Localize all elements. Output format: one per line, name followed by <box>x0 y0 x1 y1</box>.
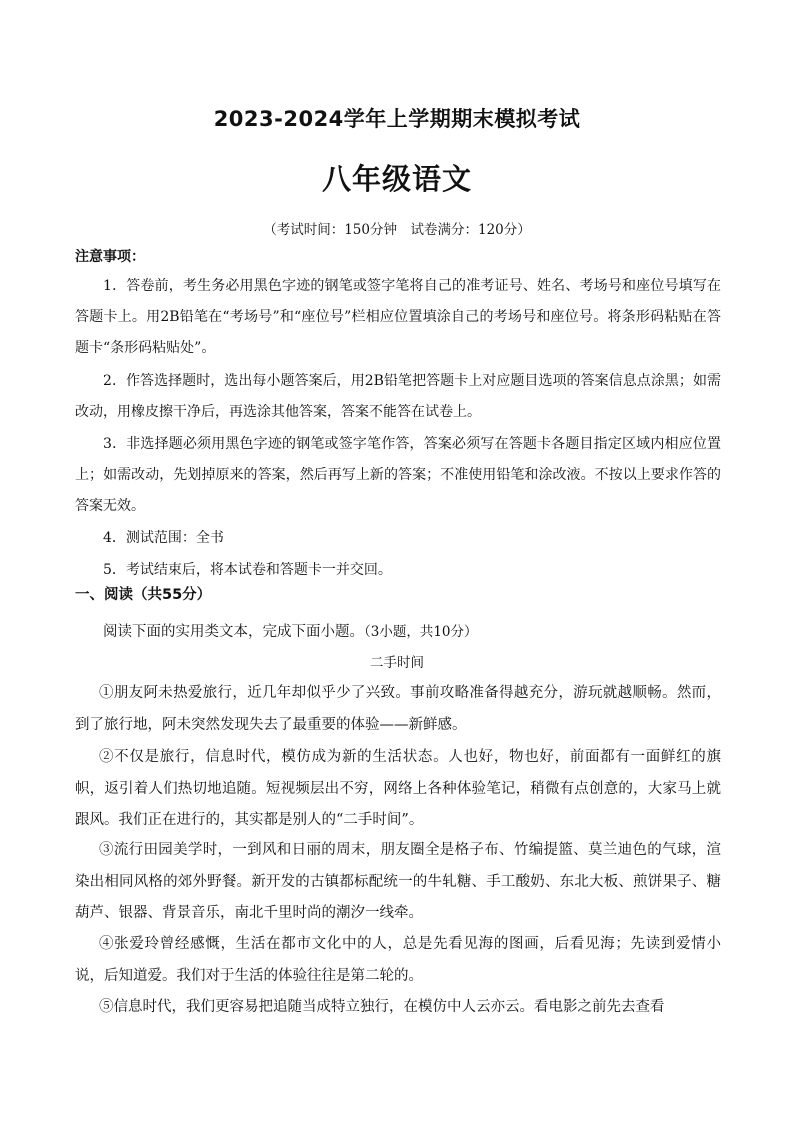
notes-heading: 注意事项： <box>75 249 145 265</box>
note-item: 2．作答选择题时，选出每小题答案后，用2B铅笔把答题卡上对应题目选项的答案信息点涂黑；如需改动，用橡皮擦干净后，再选涂其他答案，答案不能答在试卷上。 <box>75 373 721 420</box>
subject-title: 八年级语文 <box>321 162 472 196</box>
exam-title: 2023-2024学年上学期期末模拟考试 <box>213 107 581 131</box>
article-paragraph: ②不仅是旅行，信息时代，模仿成为新的生活状态。人也好，物也好，前面都有一面鲜红的旗帜，返引着人们热切地追随。短视频层出不穷，网络上各种体验笔记，稍微有点创意的，大家马上就跟风。我们正在进行的，其实都是别人的“二手时间”。 <box>75 749 721 828</box>
article-title: 二手时间 <box>370 655 424 671</box>
section-heading: 一、阅读（共55分） <box>75 587 212 603</box>
article-paragraph: ⑤信息时代，我们更容易把追随当成特立独行，在模仿中人云亦云。看电影之前先去查看 <box>99 999 665 1015</box>
instruction-text: 阅读下面的实用类文本，完成下面小题。 <box>103 624 364 640</box>
note-item: 1．答卷前，考生务必用黑色字迹的钢笔或签字笔将自己的准考证号、姓名、考场号和座位号填写在答题卡上。用2B铅笔在“考场号”和“座位号”栏相应位置填涂自己的考场号和座位号。将条形码粘贴在答题卡“条形码粘贴处”。 <box>75 278 721 356</box>
article-paragraph: ④张爱玲曾经感慨，生活在都市文化中的人，总是先看见海的图画，后看见海；先读到爱情小说，后知道爱。我们对于生活的体验往往是第二轮的。 <box>75 936 721 984</box>
article-paragraph: ③流行田园美学时，一到风和日丽的周末，朋友圈全是格子布、竹编提篮、莫兰迪色的气球，渲染出相同风格的郊外野餐。新开发的古镇都标配统一的牛轧糖、手工酸奶、东北大板、煎饼果子、糖葫芦、银器、背景音乐，南北千里时尚的潮汐一线牵。 <box>75 842 721 921</box>
reading-instruction <box>103 620 478 641</box>
instruction-hint: （3小题，共10分） <box>364 624 478 640</box>
note-item: 3．非选择题必须用黑色字迹的钢笔或签字笔作答，答案必须写在答题卡各题目指定区域内相应位置上；如需改动，先划掉原来的答案，然后再写上新的答案；不准使用铅笔和涂改液。不按以上要求作答的答案无效。 <box>75 436 721 514</box>
note-item: 4．测试范围：全书 <box>103 530 224 546</box>
note-item: 5．考试结束后，将本试卷和答题卡一并交回。 <box>103 562 392 578</box>
article-paragraph: ①朋友阿未热爱旅行，近几年却似乎少了兴致。事前攻略准备得越充分，游玩就越顺畅。然而，到了旅行地，阿未突然发现失去了最重要的体验——新鲜感。 <box>75 685 721 733</box>
exam-info: （考试时间：150分钟 试卷满分：120分） <box>263 222 531 238</box>
